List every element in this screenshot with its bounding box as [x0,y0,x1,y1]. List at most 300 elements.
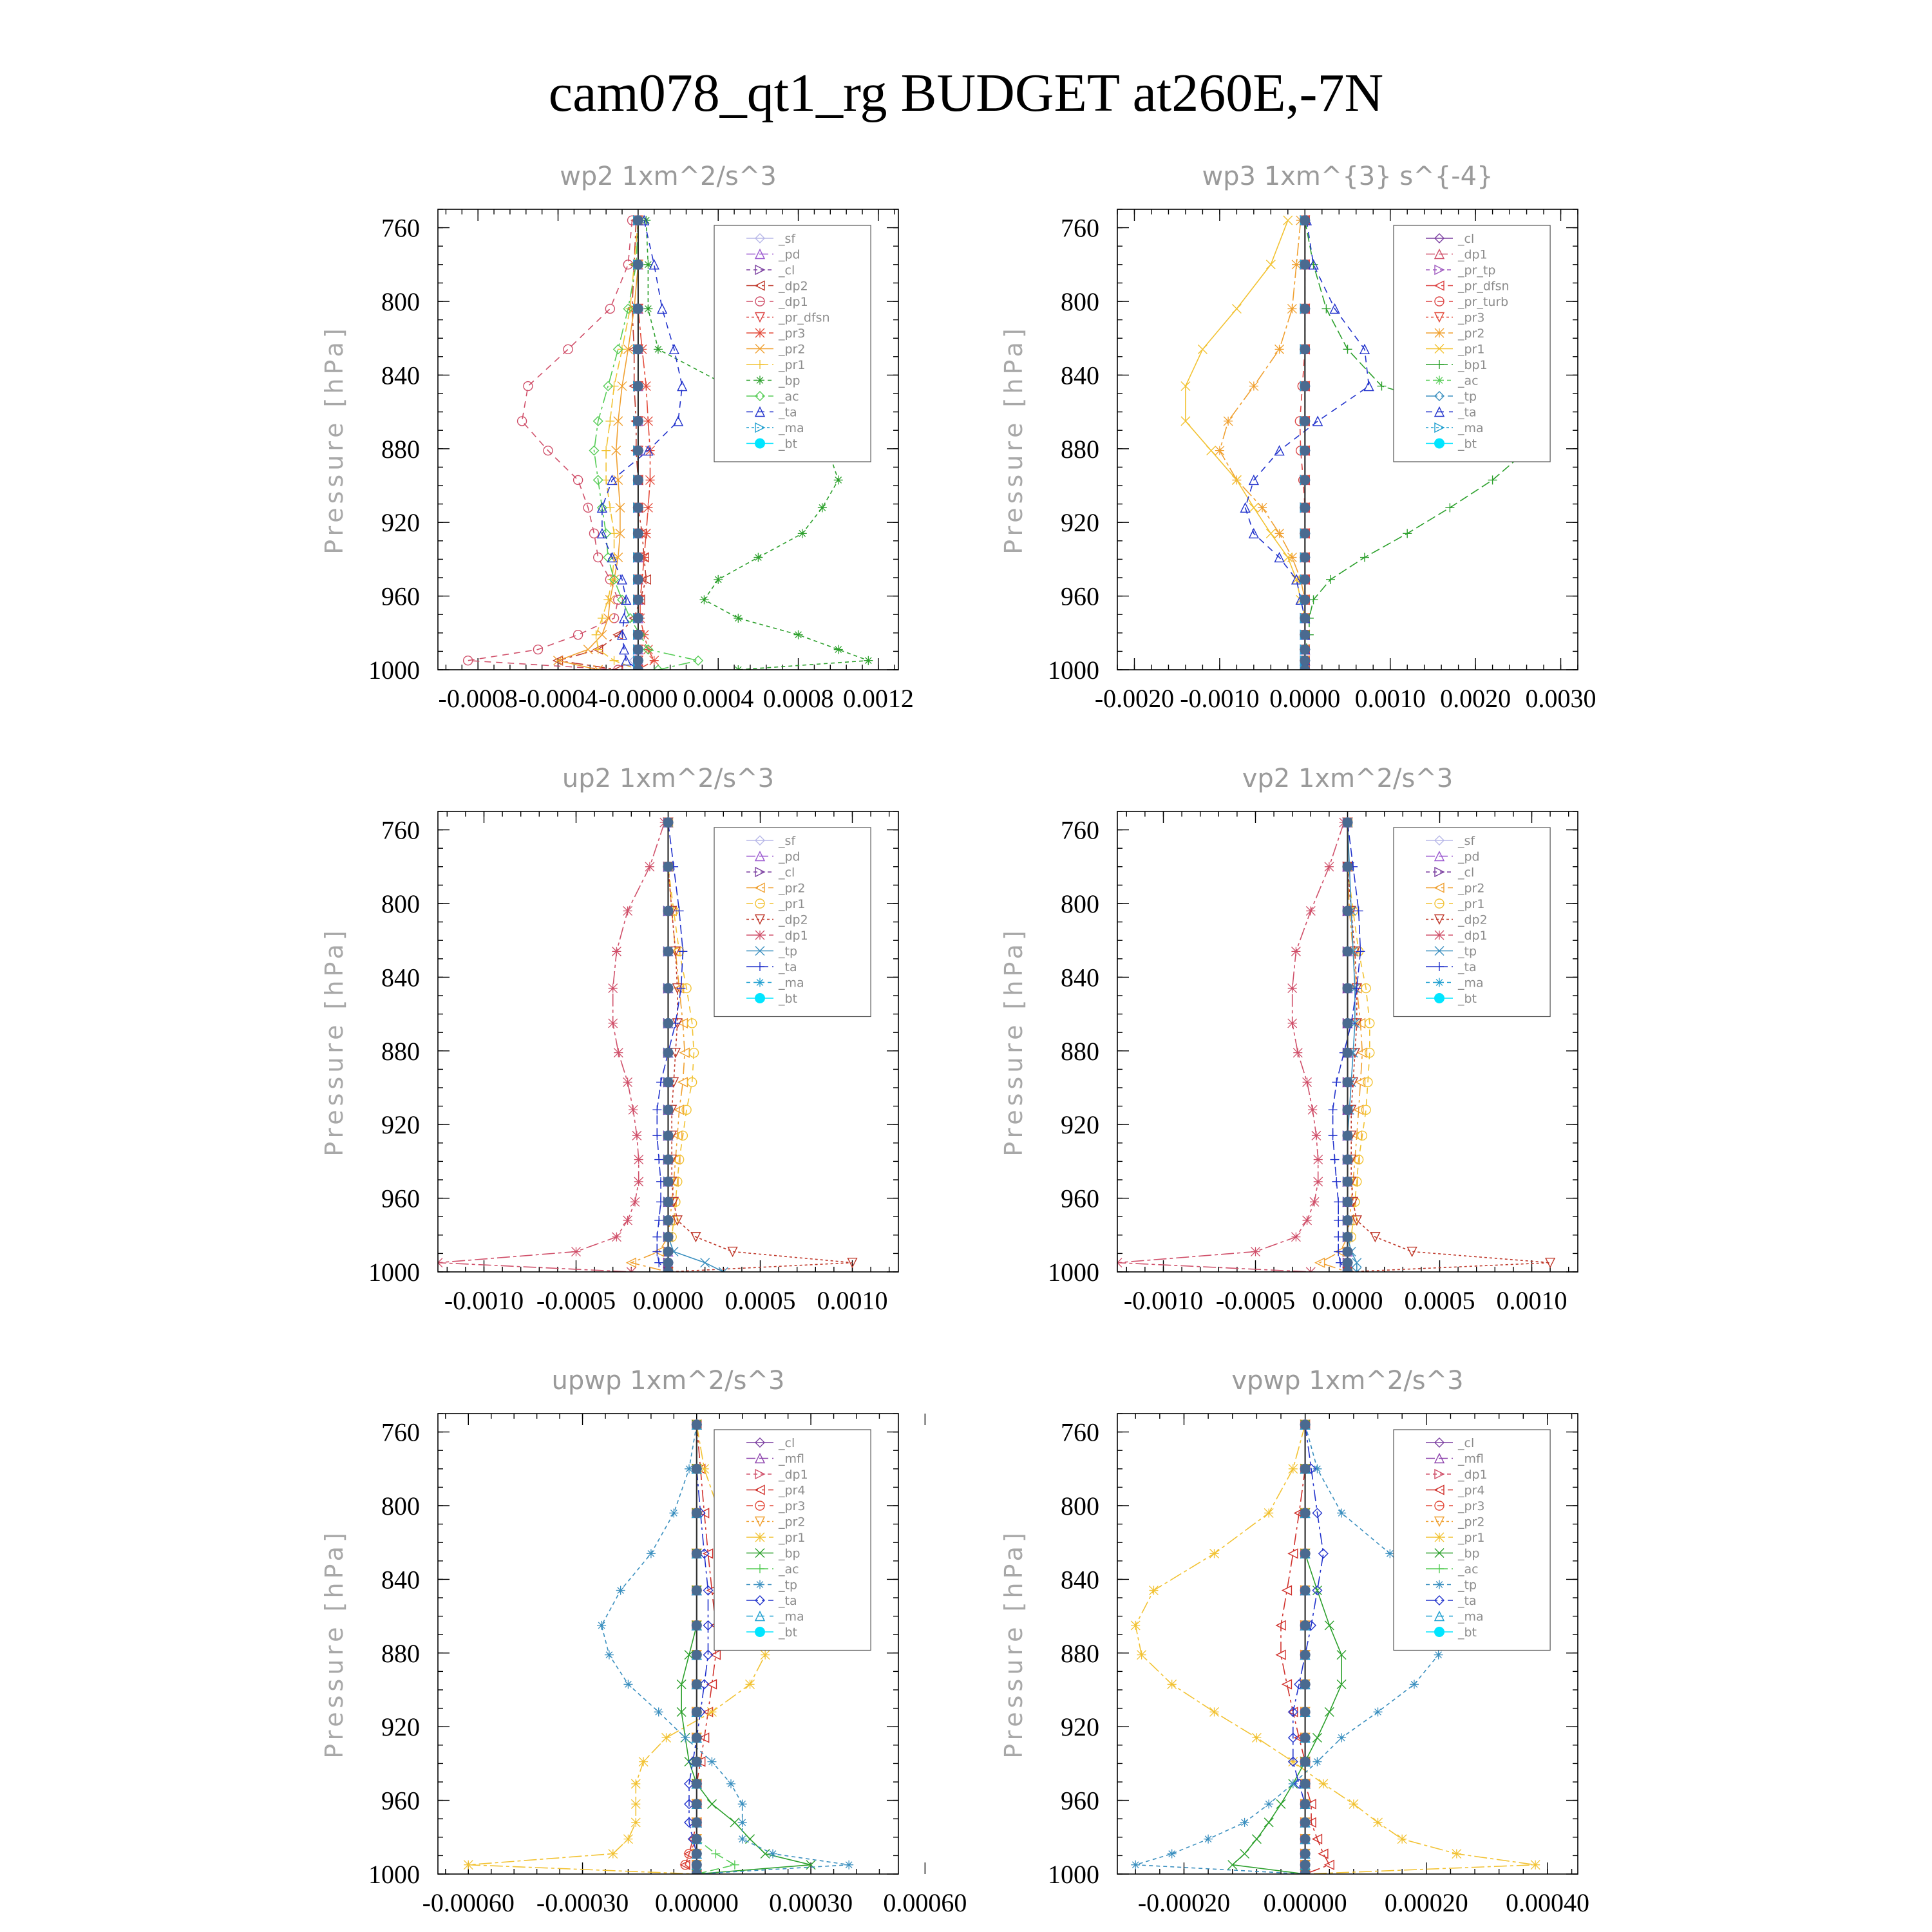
y-tick-label: 960 [1061,1184,1099,1213]
data-point_ac [711,1850,720,1859]
y-tick-label: 800 [381,1492,420,1520]
data-point_tp [605,1651,614,1660]
data-point_dp2 [728,1247,737,1256]
data-point_pr1 [1210,1707,1219,1716]
legend-label: _bt [779,992,798,1006]
data-point_dp1 [609,1019,618,1028]
data-point_dp1 [609,984,618,993]
data-point_tp [597,1621,606,1630]
data-point_bt [692,1419,702,1430]
y-axis-label: Pressure [hPa] [320,927,348,1157]
data-point_dp1 [614,1048,623,1057]
y-axis-label: Pressure [hPa] [999,1529,1028,1759]
data-point_pr1 [639,1757,648,1766]
data-point_tp [1385,1549,1394,1558]
x-tick-label: 0.0010 [817,1286,888,1315]
data-point_bt [1300,475,1310,485]
data-point_bt [1300,1834,1311,1844]
data-point_bt [1300,446,1310,456]
data-point_bt [633,553,643,563]
data-point_tp [1264,1799,1273,1808]
data-point_bp [643,304,652,313]
data-point_bt [1300,630,1310,640]
data-point_bt [663,905,674,916]
legend-label: _pr1 [1458,1531,1485,1545]
x-tick-label: 0.0020 [1440,684,1511,713]
data-point_bt [1343,983,1353,994]
legend-label: _pr2 [779,1515,806,1530]
y-tick-label: 920 [1061,1110,1099,1140]
data-point_ac [694,656,703,665]
figure-title: cam078_qt1_rg BUDGET at260E,-7N [548,63,1384,123]
data-point_bt [692,1548,702,1558]
data-point_ta [1334,1197,1343,1206]
data-point_dp1 [1291,947,1300,956]
x-tick-label: 0.00000 [654,1888,739,1917]
legend-marker_bt [755,1627,765,1637]
legend-marker_pr1 [755,1533,764,1542]
y-tick-label: 1000 [1048,1860,1099,1889]
y-tick-label: 960 [381,1786,420,1815]
panel-4 [999,764,1578,1315]
data-point_bp [699,595,708,604]
legend-label: _ma [779,1609,804,1624]
data-point_bp [794,630,803,639]
legend-label: _dp1 [779,1468,808,1482]
data-point_dp1 [1306,906,1315,915]
data-point_dp1 [1314,1155,1323,1164]
legend-label: _cl [779,263,795,278]
series-line_dp1 [438,822,665,1272]
x-tick-label: -0.00020 [1137,1888,1231,1917]
data-point_tp [1374,1707,1383,1716]
data-point_dp1 [623,1077,632,1086]
data-point_pr2 [1224,417,1233,426]
data-point_bt [663,946,674,956]
legend-label: _pd [779,247,800,262]
data-point_ta [1329,1105,1338,1114]
data-point_bt [1300,1779,1311,1789]
data-point_bp1 [1321,304,1331,313]
data-point_bt [692,1757,702,1767]
data-point_dp1 [612,947,621,956]
data-point_ta [652,1105,661,1114]
data-point_tp [1312,1757,1321,1766]
y-tick-label: 760 [381,815,420,845]
data-point_bt [692,1679,702,1689]
panel-2 [999,162,1596,713]
legend-label: _dp2 [779,279,808,294]
legend-label: _pr2 [779,342,806,357]
legend-label: _ac [779,390,799,404]
data-point_bt [692,1860,702,1870]
data-point_bt [663,1215,674,1226]
data-point_bt [663,1077,674,1087]
legend-label: _tp [1458,1578,1477,1593]
y-tick-label: 760 [1061,815,1099,845]
data-point_bt [1343,905,1353,916]
legend-label: _tp [779,1578,798,1593]
data-point_pr3 [650,656,659,665]
data-point_bt [633,381,643,392]
data-point_pr1 [1349,1799,1358,1808]
data-point_bp [734,614,743,623]
data-point_bp [753,553,762,562]
data-point_ta [1334,1216,1343,1225]
y-tick-label: 1000 [368,1258,420,1287]
data-point_bt [633,475,643,485]
data-point_pr1 [1283,216,1293,225]
data-point_bt [1300,1860,1311,1870]
data-point_bp [1325,1707,1334,1716]
data-point_dp1 [632,1131,641,1140]
legend-label: _ta [1458,1594,1477,1608]
data-point_bt [1300,1849,1311,1859]
data-point_pr1 [631,1799,640,1808]
data-point_pr1 [1137,1651,1146,1660]
data-point_ta [654,1216,663,1225]
legend-label: _pr3 [1458,310,1485,325]
data-point_tp [1240,1818,1249,1827]
legend-marker_pr2 [1435,328,1444,337]
data-point_bt [1343,946,1353,956]
data-point_tp [1131,1861,1140,1870]
data-point_pr1 [1210,1549,1219,1558]
y-tick-label: 1000 [368,656,420,685]
data-point_pr4 [1319,1850,1328,1859]
data-point_pr1 [1452,1850,1461,1859]
data-point_ta [654,1258,663,1267]
data-point_tp [1434,1651,1443,1660]
panel-1 [320,162,914,713]
data-point_bt [1300,1707,1311,1717]
data-point_ta [652,1131,661,1140]
data-point_bt [1343,1232,1353,1242]
data-point_bt [692,1586,702,1596]
data-point_tp [701,1258,710,1267]
legend-label: _dp1 [1458,1468,1488,1482]
data-point_bp [1276,1799,1285,1808]
legend-label: _bp1 [1458,358,1488,372]
y-tick-label: 880 [1061,1638,1099,1668]
legend-label: _cl [779,866,795,880]
legend-label: _pd [1458,849,1480,864]
legend-label: _ma [1458,421,1484,435]
x-tick-label: -0.0020 [1094,684,1175,713]
legend-label: _sf [779,834,796,848]
y-axis-label: Pressure [hPa] [320,325,348,554]
data-point_tp [738,1799,747,1808]
data-point_bt [1300,1799,1311,1809]
legend-marker_dp1 [755,931,764,940]
legend-label: _dp1 [779,929,808,943]
data-point_tp [654,1707,663,1716]
data-point_pr4 [1282,1680,1291,1689]
y-tick-label: 760 [1061,213,1099,243]
data-point_dp1 [623,906,632,915]
legend-label: _ac [1458,1562,1479,1577]
data-point_dp1 [518,417,527,426]
data-point_bt [633,502,643,513]
legend-marker_bt [755,439,765,449]
legend-label: _cl [1458,232,1475,246]
series-line_bp [1233,1425,1341,1874]
legend-label: _tp [1458,944,1477,959]
data-point_tp [1337,1733,1346,1742]
x-tick-label: -0.0004 [518,684,598,713]
legend-label: _pr1 [779,897,806,911]
legend [1394,828,1550,1017]
data-point_bt [1300,303,1310,314]
data-point_tp [738,1835,747,1844]
legend-label: _bt [779,1625,798,1640]
data-point_bp [834,475,843,484]
x-tick-label: 0.0010 [1496,1286,1567,1315]
data-point_bp [654,345,663,354]
data-point_bt [1300,1508,1311,1518]
data-point_bt [1300,344,1310,354]
data-point_bp [798,529,807,538]
legend-marker_pr3 [755,328,764,337]
data-point_pr1 [610,656,619,665]
legend-label: _bp [779,374,800,388]
y-tick-label: 1000 [1048,656,1099,685]
data-point_bt [1300,1650,1311,1660]
data-point_pr1 [1264,1508,1273,1517]
y-tick-label: 1000 [1048,1258,1099,1287]
panel-6 [999,1366,1589,1917]
data-point_bp [707,1799,716,1808]
legend-label: _pr2 [1458,327,1485,341]
legend-label: _pr1 [1458,342,1485,357]
legend-marker_bt [1434,993,1444,1003]
legend-label: _bt [1458,1625,1477,1640]
data-point_dp1 [1288,1019,1297,1028]
y-tick-label: 920 [381,508,420,538]
legend-label: _bt [779,437,798,451]
legend-label: _bt [1458,437,1477,451]
data-point_bt [663,1155,674,1165]
data-point_pr2 [1215,446,1224,455]
x-tick-label: 0.00020 [1384,1888,1468,1917]
legend-label: _dp1 [779,295,808,309]
data-point_pr1 [662,1733,671,1742]
y-tick-label: 840 [1061,1565,1099,1595]
legend-marker_pr1 [1435,1533,1444,1542]
data-point_pr2 [1275,345,1284,354]
data-point_bp1 [1403,529,1412,538]
data-point_ta [1332,1077,1341,1086]
legend-marker_bt [1434,1627,1444,1637]
y-axis-label: Pressure [hPa] [320,1529,348,1759]
data-point_pr2 [583,645,592,654]
data-point_pr2 [1258,503,1267,512]
data-point_dp1 [605,304,614,313]
data-point_pr1 [1168,1680,1177,1689]
data-point_bp [1312,1733,1321,1742]
data-point_dp1 [524,382,533,391]
data-point_pr1 [1198,345,1207,354]
data-point_bt [1300,416,1310,426]
data-point_pr1 [1232,304,1241,313]
legend-label: _pr_dfsn [779,310,830,325]
data-point_pr1 [1531,1861,1540,1870]
legend [1394,1430,1550,1651]
legend-label: _ac [1458,374,1479,388]
y-tick-label: 880 [381,434,420,464]
x-tick-label: -0.0000 [598,684,678,713]
data-point_tp [616,1586,625,1595]
x-tick-label: 0.0030 [1525,684,1596,713]
x-tick-label: 0.00040 [1505,1888,1589,1917]
data-point_pr1 [631,1779,640,1788]
data-point_bt [1300,381,1310,392]
legend-label: _mfl [1458,1452,1484,1466]
data-point_bt [633,446,643,456]
data-point_pr1 [601,446,611,455]
data-point_bt [692,1779,702,1789]
legend-label: _ma [1458,976,1484,990]
panels [320,162,1596,1917]
data-point_bt [1300,645,1310,655]
y-tick-label: 920 [1061,1712,1099,1742]
legend-label: _tp [779,944,798,959]
legend-label: _tp [1458,390,1477,404]
data-point_bt [1300,260,1310,270]
data-point_dp1 [1310,1197,1319,1206]
y-axis-label: Pressure [hPa] [999,325,1028,554]
data-point_dp1 [645,862,654,871]
data-point_dp1 [1303,1077,1312,1086]
legend-label: _pr2 [1458,1515,1485,1530]
data-point_bt [692,1464,702,1474]
legend-label: _pr1 [779,358,806,372]
data-point_bp [818,503,827,512]
x-tick-label: 0.0000 [1312,1286,1383,1315]
data-point_pr1 [605,417,614,426]
data-point_bt [1343,1130,1353,1141]
data-point_bt [663,1232,674,1242]
data-point_ta [654,1155,663,1164]
panel-title: wp2 1xm^2/s^3 [560,162,777,191]
data-point_bt [633,594,643,605]
legend-label: _cl [779,1436,795,1450]
y-tick-label: 800 [1061,889,1099,918]
series-line_pr2 [1220,220,1305,670]
data-point_bt [1300,656,1310,666]
legend-label: _ta [1458,405,1477,420]
x-tick-label: -0.0008 [438,684,518,713]
y-tick-label: 800 [1061,1492,1099,1520]
data-point_bt [692,1707,702,1717]
data-point_dp1 [634,1155,643,1164]
data-point_ta [1330,1155,1339,1164]
data-point_bt [692,1732,702,1743]
data-point_dp1 [1291,1233,1300,1242]
legend-label: _ta [1458,960,1477,974]
data-point_dp1 [630,1197,639,1206]
panel-5 [320,1366,967,1917]
data-point_bt [1300,1464,1311,1474]
legend-label: _pr1 [779,1531,806,1545]
data-point_ta [677,382,687,391]
data-point_bt [663,1247,674,1257]
data-point_bt [663,1177,674,1187]
data-point_dp1 [1288,984,1297,993]
y-tick-label: 760 [381,1417,420,1447]
legend-label: _bp [1458,1546,1480,1561]
data-point_bt [692,1817,702,1828]
data-point_pr2 [1287,304,1296,313]
data-point_bt [1300,1679,1311,1689]
data-point_bt [663,983,674,994]
data-point_tp [1312,1464,1321,1473]
data-point_pr1 [603,595,612,604]
legend [714,1430,871,1651]
data-point_pr2 [1275,529,1284,538]
data-point_tp [1337,1508,1346,1517]
data-point_pr1 [1266,260,1275,269]
y-tick-label: 960 [1061,582,1099,611]
y-tick-label: 800 [381,287,420,316]
legend-label: _pr_tp [1458,263,1496,278]
legend-label: _pr1 [1458,897,1485,911]
y-axis-label: Pressure [hPa] [999,927,1028,1157]
x-tick-label: -0.0005 [536,1286,616,1315]
data-point_pr1 [1319,1779,1328,1788]
data-point_bt [633,303,643,314]
legend-marker_bt [1434,439,1444,449]
legend-label: _cl [1458,866,1475,880]
legend-label: _pr_dfsn [1458,279,1510,294]
data-point_bt [1343,1215,1353,1226]
data-point_bt [633,215,643,225]
data-point_bp1 [1326,575,1335,584]
data-point_bt [633,260,643,270]
legend-label: _dp2 [1458,913,1488,927]
x-tick-label: 0.0005 [1404,1286,1475,1315]
data-point_bt [1343,1048,1353,1058]
data-point_tp [1410,1680,1419,1689]
legend-label: _mfl [779,1452,804,1466]
legend-label: _ma [779,976,804,990]
data-point_tp [1168,1850,1177,1859]
data-point_dp2 [1408,1247,1417,1256]
data-point_pr1 [1289,1464,1298,1473]
data-point_pr1 [623,1835,632,1844]
panel-title: upwp 1xm^2/s^3 [551,1366,785,1396]
y-tick-label: 920 [1061,508,1099,538]
panel-title: vp2 1xm^2/s^3 [1242,764,1454,793]
y-tick-label: 760 [1061,1417,1099,1447]
data-point_bt [663,1018,674,1028]
y-tick-label: 840 [1061,361,1099,390]
data-point_tp [647,1549,656,1558]
data-point_bt [1300,553,1310,563]
x-tick-label: 0.0008 [762,684,834,713]
panel-title: wp3 1xm^{3} s^{-4} [1202,162,1493,191]
data-point_bt [692,1620,702,1631]
legend-label: _bt [1458,992,1477,1006]
data-point_bt [633,645,643,655]
data-point_bt [1343,1077,1353,1087]
data-point_pr1 [610,382,619,391]
data-point_pr1 [1252,1733,1261,1742]
data-point_bp [1325,1621,1334,1630]
data-point_pr2 [1292,260,1301,269]
legend-label: _pr_turb [1458,295,1509,309]
data-point_bt [1300,1817,1311,1828]
